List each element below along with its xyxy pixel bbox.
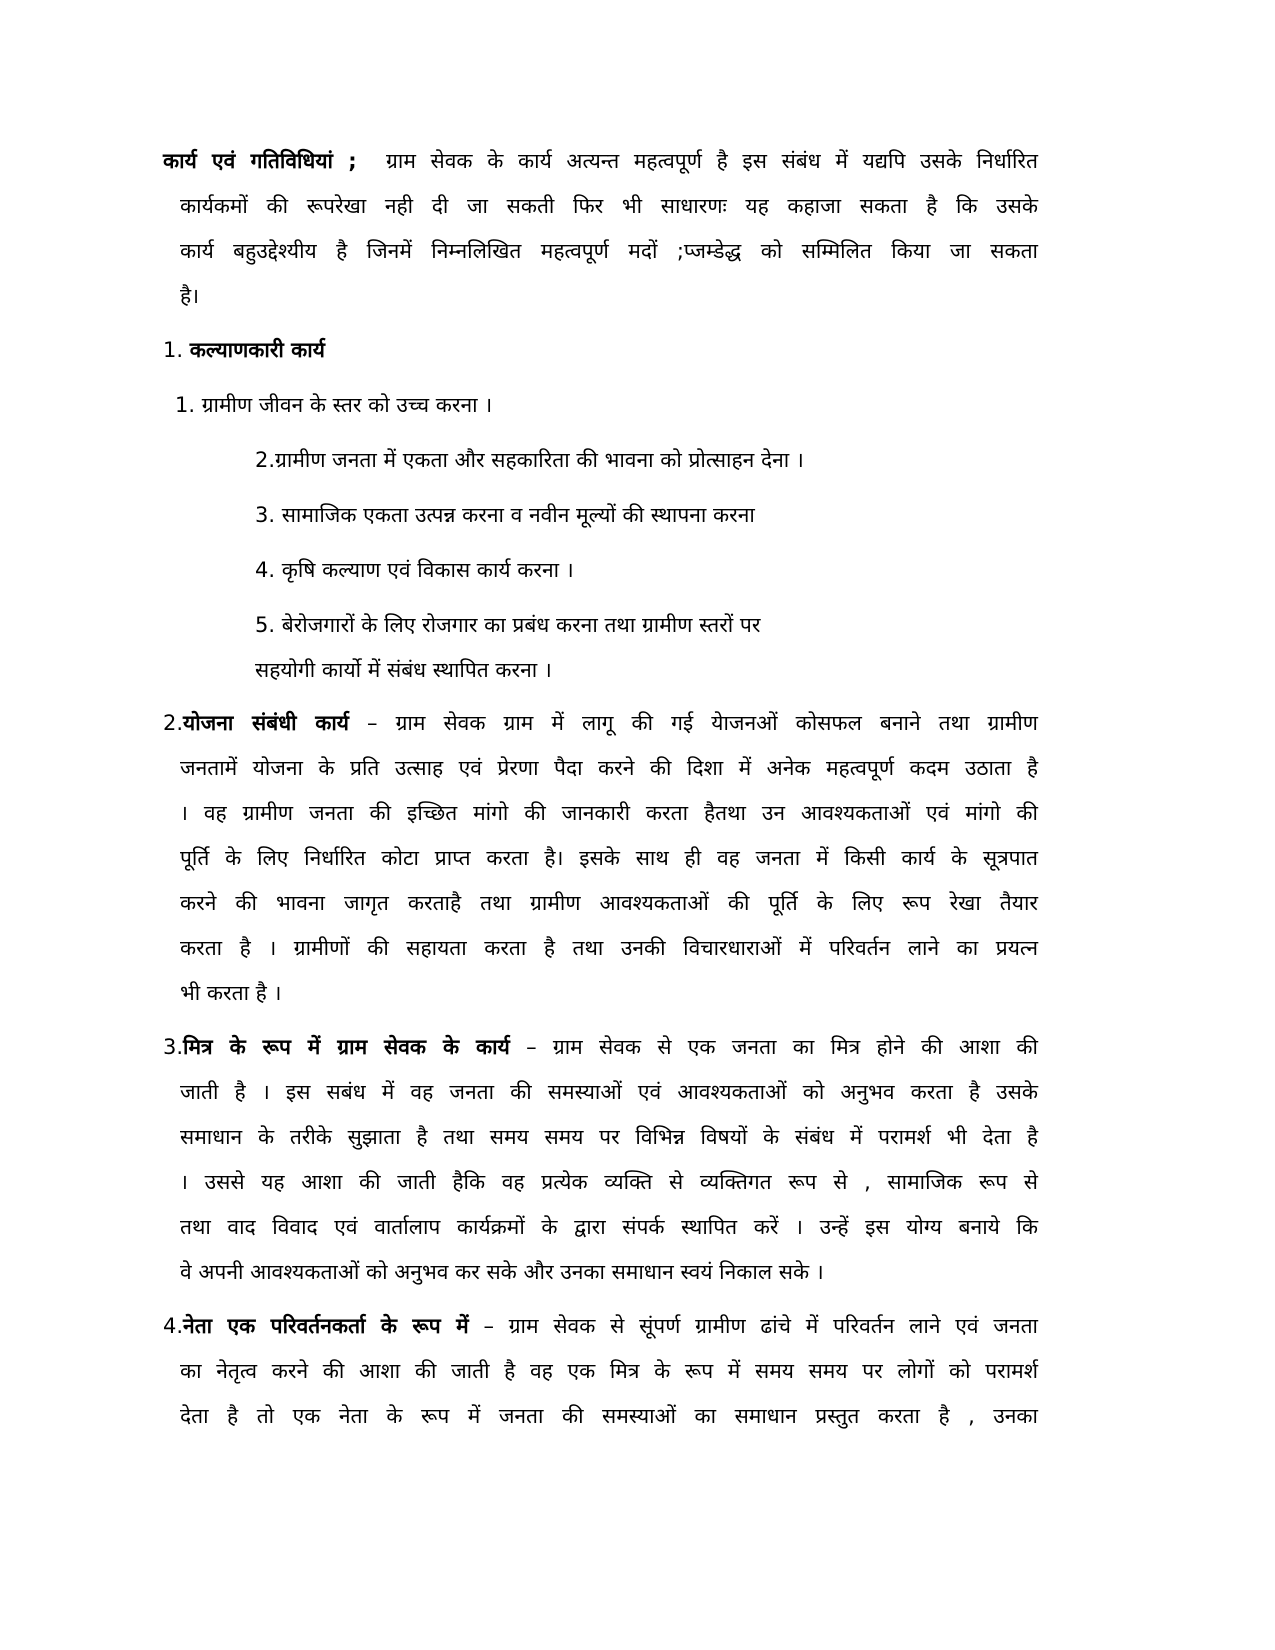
intro-line-4: है। <box>180 284 200 308</box>
section4-line-2: का नेतृत्व करने की आशा की जाती है वह एक मित्र के रूप में समय समय पर लोगों को परामर्श <box>180 1359 1038 1383</box>
section2-line-3: । वह ग्रामीण जनता की इच्छित मांगो की जानकारी करता हैतथा उन आवश्यकताओं एवं मांगो की <box>180 801 1038 825</box>
section3-heading: मित्र के रूप में ग्राम सेवक के कार्य <box>183 1035 510 1059</box>
section2-line-4: पूर्ति के लिए निर्धारित कोटा प्राप्त करता है। इसके साथ ही वह जनता में किसी कार्य के सूत्रपात <box>180 846 1038 870</box>
intro-line-1 <box>163 146 1038 176</box>
section3-text: – ग्राम सेवक से एक जनता का मित्र होने की आशा की <box>526 1035 1038 1059</box>
section3-line-4: । उससे यह आशा की जाती हैकि वह प्रत्येक व्यक्ति से व्यक्तिगत रूप से , सामाजिक रूप से <box>180 1170 1038 1194</box>
section2-line-5: करने की भावना जागृत करताहै तथा ग्रामीण आवश्यकताओं की पूर्ति के लिए रूप रेखा तैयार <box>180 891 1038 915</box>
section3-line-2: जाती है । इस सबंध में वह जनता की समस्याओं एवं आवश्यकताओं को अनुभव करता है उसके <box>180 1080 1038 1104</box>
section1-item-1: 1. ग्रामीण जीवन के स्तर को उच्च करना । <box>175 393 493 417</box>
section1-item-3: 3. सामाजिक एकता उत्पन्न करना व नवीन मूल्यों की स्थापना करना <box>255 503 755 527</box>
section2-line-2: जनतामें योजना के प्रति उत्साह एवं प्रेरणा पैदा करने की दिशा में अनेक महत्वपूर्ण कदम उठाता है <box>180 756 1038 780</box>
section2-text: – ग्राम सेवक ग्राम में लागू की गई येाजनओं कोसफल बनाने तथा ग्रामीण <box>367 711 1038 735</box>
section2-heading: योजना संबंधी कार्य <box>183 711 349 735</box>
section2-line-7: भी करता है । <box>180 981 282 1005</box>
section2-number: 2. <box>163 711 184 735</box>
section3-line-6: वे अपनी आवश्यकताओं को अनुभव कर सके और उनका समाधान स्वयं निकाल सके । <box>180 1260 824 1284</box>
intro-heading: कार्य एवं गतिविधियां ; <box>163 149 357 173</box>
section3-line-5: तथा वाद विवाद एवं वार्तालाप कार्यक्रमों के द्वारा संपर्क स्थापित करें । उन्हें इस योग्य बनाये कि <box>180 1215 1038 1239</box>
section1-item-5: 5. बेरोजगारों के लिए रोजगार का प्रबंध करना तथा ग्रामीण स्तरों पर <box>255 613 761 637</box>
section1-item-5-cont: सहयोगी कार्यो में संबंध स्थापित करना । <box>255 658 552 682</box>
section1-heading: कल्याणकारी कार्य <box>189 338 325 362</box>
intro-line-2: कार्यकमों की रूपरेखा नही दी जा सकती फिर भी साधारणः यह कहाजा सकता है कि उसके <box>180 194 1038 218</box>
section1-number: 1. <box>163 338 184 362</box>
section2-line-1 <box>163 708 1038 738</box>
section1-item-2: 2.ग्रामीण जनता में एकता और सहकारिता की भावना को प्रोत्साहन देना । <box>255 448 804 472</box>
section3-line-3: समाधान के तरीके सुझाता है तथा समय समय पर विभिन्न विषयों के संबंध में परामर्श भी देता है <box>180 1125 1038 1149</box>
intro-line-3: कार्य बहुउद्देश्यीय है जिनमें निम्नलिखित महत्वपूर्ण मदों ;प्जम्डेद्ध को सम्मिलित किया जा सकता <box>180 239 1038 263</box>
section4-heading: नेता एक परिवर्तनकर्ता के रूप में <box>183 1314 469 1338</box>
section1-heading-line <box>163 335 325 365</box>
section4-text: – ग्राम सेवक से सूंपर्ण ग्रामीण ढांचे में परिवर्तन लाने एवं जनता <box>483 1314 1038 1338</box>
section1-item-4: 4. कृषि कल्याण एवं विकास कार्य करना । <box>255 558 574 582</box>
section4-line-3: देता है तो एक नेता के रूप में जनता की समस्याओं का समाधान प्रस्तुत करता है , उनका <box>180 1404 1038 1428</box>
intro-text: ग्राम सेवक के कार्य अत्यन्त महत्वपूर्ण है इस संबंध में यद्यपि उसके निर्धारित <box>386 149 1038 173</box>
section3-line-1 <box>163 1032 1038 1062</box>
section4-line-1 <box>163 1311 1038 1341</box>
section4-number: 4. <box>163 1314 184 1338</box>
section3-number: 3. <box>163 1035 184 1059</box>
section2-line-6: करता है । ग्रामीणों की सहायता करता है तथा उनकी विचारधाराओं में परिवर्तन लाने का प्रयत्न <box>180 936 1038 960</box>
